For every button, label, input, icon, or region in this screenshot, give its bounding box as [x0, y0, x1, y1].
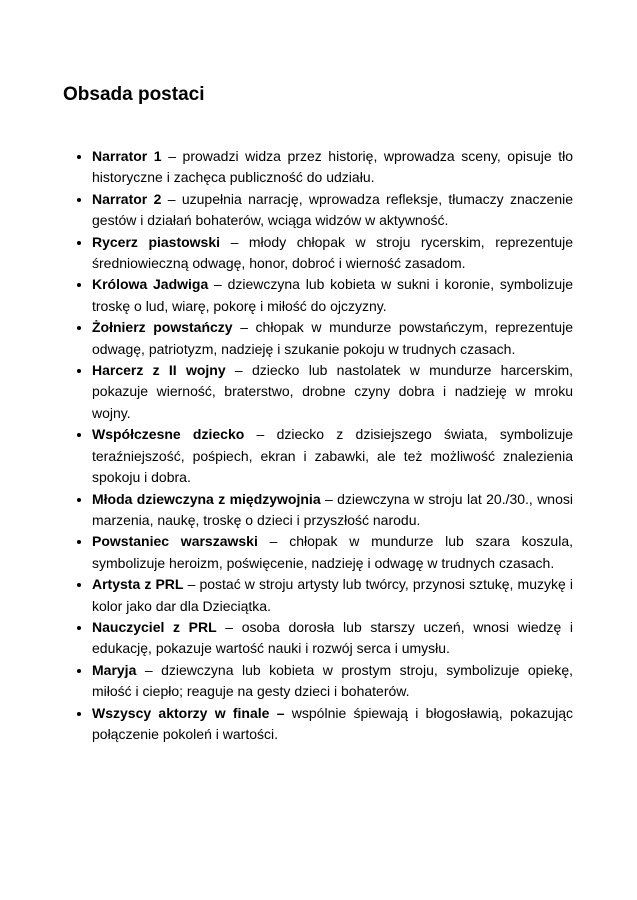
character-name: Narrator 1 [92, 148, 162, 164]
character-list [63, 146, 573, 745]
character-description: – dziecko z dzisiejszego świata, symbolizuje teraźniejszość, pośpiech, ekran i zabawki, ale też możliwość znalezienia spokoju i dobra. [92, 426, 573, 486]
character-name: Narrator 2 [92, 190, 162, 207]
character-name: Rycerz piastowski [92, 233, 221, 250]
character-name: Królowa Jadwiga [92, 276, 209, 293]
character-description: – dziecko lub nastolatek w mundurze harcerskim, pokazuje wierność, braterstwo, drobne czyny dobra i nadzieję w mroku wojny. [92, 362, 574, 421]
character-name: Wszyscy aktorzy w finale – [92, 704, 285, 721]
character-description: – osoba dorosła lub starszy uczeń, wnosi wiedzę i edukację, pokazuje wartość nauki i rozwój serca i umysłu. [92, 618, 574, 657]
list-item [92, 574, 573, 617]
list-item [92, 489, 573, 532]
character-name: Współczesne dziecko [92, 426, 245, 443]
character-description: – dziewczyna lub kobieta w sukni i koronie, symbolizuje troskę o lud, wiarę, pokorę i miłość do ojczyzny. [92, 276, 574, 314]
character-name: Harcerz z II wojny [92, 362, 226, 379]
list-item [92, 146, 573, 189]
character-description: – młody chłopak w stroju rycerskim, reprezentuje średniowieczną odwagę, honor, dobroć i wierność zasadom. [92, 233, 574, 272]
character-description: – dziewczyna lub kobieta w prostym stroju, symbolizuje opiekę, miłość i ciepło; reaguje na gesty dzieci i bohaterów. [92, 661, 573, 700]
character-name: Artysta z PRL [92, 576, 184, 593]
character-name: Powstaniec warszawski [92, 533, 258, 550]
list-item [92, 617, 573, 660]
character-name: Młoda dziewczyna z międzywojnia [92, 490, 321, 507]
character-name: Maryja [92, 661, 137, 678]
character-description: – chłopak w mundurze powstańczym, reprezentuje odwagę, patriotyzm, nadzieję i szukanie pokoju w trudnych czasach. [92, 319, 573, 357]
list-item [92, 531, 573, 574]
character-description: – postać w stroju artysty lub twórcy, przynosi sztukę, muzykę i kolor jako dar dla Dzieciątka. [92, 576, 574, 614]
character-name: Żołnierz powstańczy [92, 319, 233, 336]
character-description: – dziewczyna w stroju lat 20./30., wnosi marzenia, naukę, troskę o dzieci i przyszłość narodu. [92, 490, 573, 528]
list-item [92, 424, 573, 488]
list-item [92, 317, 573, 360]
list-item [92, 703, 573, 746]
list-item [92, 232, 573, 275]
character-description: – prowadzi widza przez historię, wprowadza sceny, opisuje tło historyczne i zachęca publiczność do udziału. [92, 148, 574, 186]
character-description: – chłopak w mundurze lub szara koszula, symbolizuje heroizm, poświęcenie, nadzieję i odwagę w trudnych czasach. [92, 533, 573, 571]
list-item [92, 360, 573, 424]
list-item [92, 189, 573, 232]
character-description: wspólnie śpiewają i błogosławią, pokazując połączenie pokoleń i wartości. [92, 704, 574, 742]
character-name: Nauczyciel z PRL [92, 618, 217, 635]
list-item [92, 660, 573, 703]
page-title: Obsada postaci [63, 84, 205, 105]
list-item [92, 274, 573, 317]
character-description: – uzupełnia narrację, wprowadza refleksje, tłumaczy znaczenie gestów i działań bohaterów, wciąga widzów w aktywność. [92, 190, 574, 229]
